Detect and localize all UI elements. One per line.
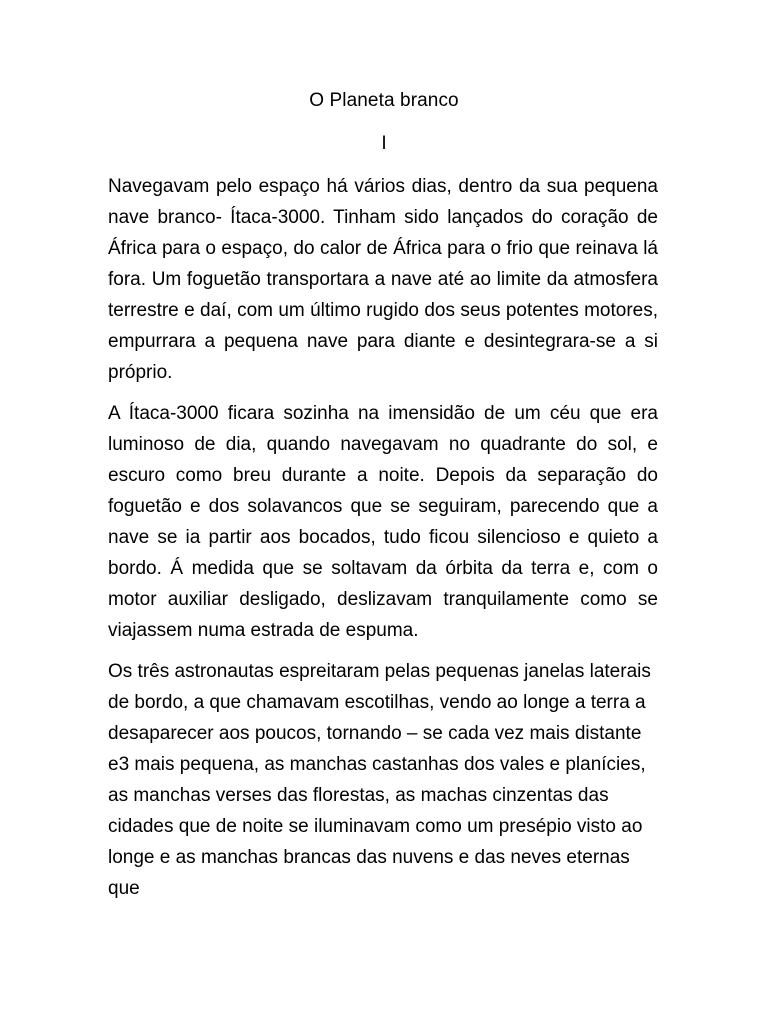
- chapter-heading: I: [381, 133, 387, 154]
- paragraph: A Ítaca-3000 ficara sozinha na imensidão de um céu que era luminoso de dia, quando navegavam no quadrante do sol, e escuro como breu durante a noite. Depois da separação do foguetão e dos solavancos que se seguiram, parecendo que a nave se ia partir aos bocados, tudo ficou silencioso e quieto a bordo. Á medida que se soltavam da órbita da terra e, com o motor auxiliar desligado, deslizavam tranquilamente como se viajassem numa estrada de espuma.: [108, 403, 658, 641]
- paragraph: Os três astronautas espreitaram pelas pequenas janelas laterais de bordo, a que chamavam escotilhas, vendo ao longe a terra a desaparecer aos poucos, tornando – se cada vez mais distante e3 mais pequena, as manchas castanhas dos vales e planícies, as manchas verses das florestas, as machas cinzentas das cidades que de noite se iluminavam como um presépio visto ao longe e as manchas brancas das nuvens e das neves eternas que: [108, 661, 651, 899]
- paragraph: Navegavam pelo espaço há vários dias, dentro da sua pequena nave branco- Ítaca-3000. Tinham sido lançados do coração de África para o espaço, do calor de África para o frio que reinava lá fora. Um foguetão transportara a nave até ao limite da atmosfera terrestre e daí, com um último rugido dos seus potentes motores, empurrara a pequena nave para diante e desintegrara-se a si próprio.: [108, 176, 658, 383]
- document-body: [108, 171, 658, 904]
- document-title: O Planeta branco: [309, 90, 459, 111]
